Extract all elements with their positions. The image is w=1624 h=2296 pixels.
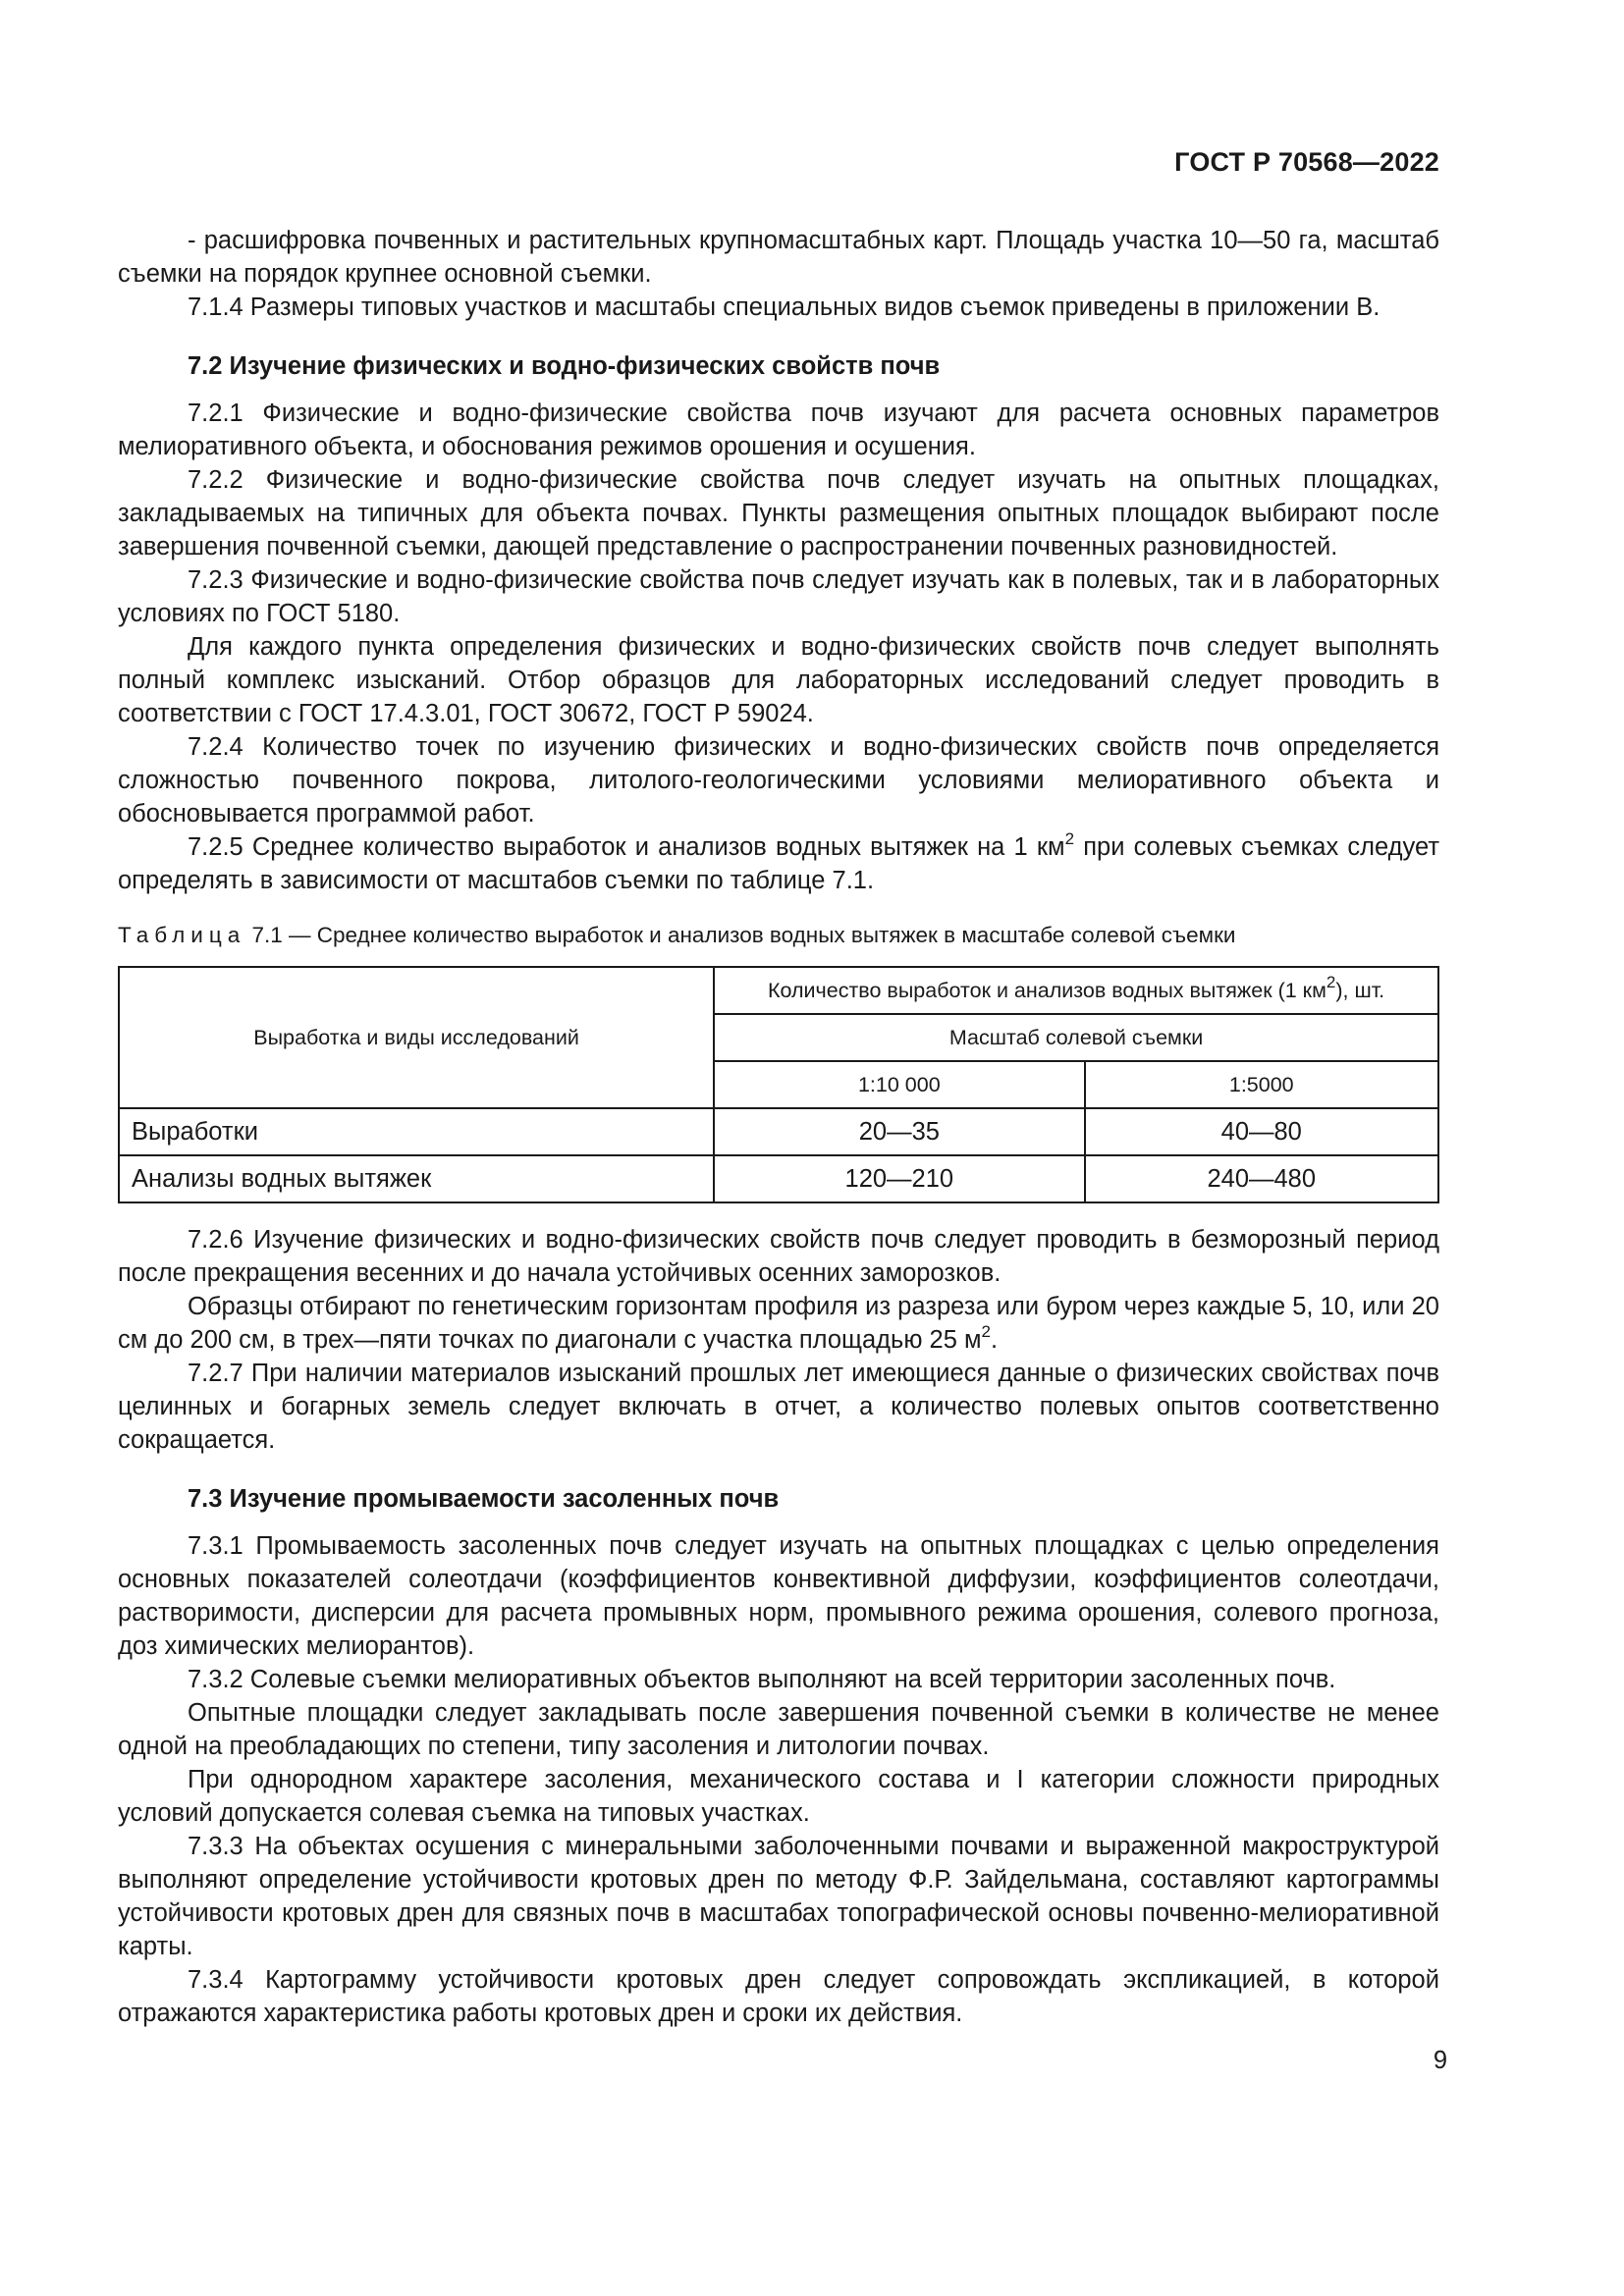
main-header-superscript: 2 [1326,972,1336,991]
table-row [119,1155,1438,1202]
table-7-1 [118,966,1439,1203]
table-row-header-cell: Выработка и виды исследований [119,967,714,1108]
table-cell: 240—480 [1085,1155,1438,1202]
paragraph-7-3-1: 7.3.1 Промываемость засоленных почв следует изучать на опытных площадках с целью определения основных показателей солеотдачи (коэффициентов конвективной диффузии, коэффициентов солеотдачи, растворимости, дисперсии для расчета промывных норм, промывного режима орошения, солевого прогноза, доз химических мелиорантов). [118,1532,1439,1660]
table-scale-1: 1:10 000 [714,1061,1084,1108]
paragraph-7-2-1: 7.2.1 Физические и водно-физические свойства почв изучают для расчета основных параметров мелиоративного объекта, и обоснования режимов орошения и осушения. [118,400,1439,460]
paragraph-test-plots: Опытные площадки следует закладывать после завершения почвенной съемки в количестве не менее одной на преобладающих по степени, типу засоления и литологии почвах. [118,1699,1439,1760]
paragraph-7-2-2: 7.2.2 Физические и водно-физические свойства почв следует изучать на опытных площадках, закладываемых на типичных для объекта почвах. Пункты размещения опытных площадок выбирают после завершения почвенной съемки, дающей представление о распространении почвенных разновидностей. [118,466,1439,561]
paragraph-list-item: - расшифровка почвенных и растительных крупномасштабных карт. Площадь участка 10—50 га, масштаб съемки на порядок крупнее основной съемки. [118,227,1439,288]
paragraph-uniform-salinity: При однородном характере засоления, механического состава и I категории сложности природных условий допускается солевая съемка на типовых участках. [118,1766,1439,1827]
main-header-text-before: Количество выработок и анализов водных вытяжек (1 км [767,979,1326,1002]
p725-superscript: 2 [1064,828,1075,848]
samples-superscript: 2 [981,1321,991,1341]
section-heading-7-3: 7.3 Изучение промываемости засоленных почв [188,1485,780,1513]
paragraph-7-2-3: 7.2.3 Физические и водно-физические свойства почв следует изучать как в полевых, так и в лабораторных условиях по ГОСТ 5180. [118,566,1439,627]
samples-text-before: Образцы отбирают по генетическим горизонтам профиля из разреза или буром через каждые 5, 10, или 20 см до 200 см, в трех—пяти точках по диагонали с участка площадью 25 м [118,1293,1439,1354]
paragraph-7-2-7: 7.2.7 При наличии материалов изысканий прошлых лет имеющиеся данные о физических свойствах почв целинных и богарных земель следует включать в отчет, а количество полевых опытов соответственно сокращается. [118,1360,1439,1454]
table-caption [118,919,1439,952]
page-number: 9 [1433,2047,1447,2074]
table-cell: 40—80 [1085,1108,1438,1155]
table-row-label: Анализы водных вытяжек [119,1155,714,1202]
table-main-column-header [714,967,1438,1014]
section-heading-7-2: 7.2 Изучение физических и водно-физических свойств почв [188,352,941,380]
table-scale-header: Масштаб солевой съемки [714,1014,1438,1061]
table-caption-text: 7.1 — Среднее количество выработок и анализов водных вытяжек в масштабе солевой съемки [245,923,1236,947]
samples-text-after: . [991,1326,999,1354]
table-cell: 120—210 [714,1155,1084,1202]
table-scale-2: 1:5000 [1085,1061,1438,1108]
table-row-label: Выработки [119,1108,714,1155]
table-header-row [119,967,1438,1014]
paragraph-7-3-3: 7.3.3 На объектах осушения с минеральными заболоченными почвами и выраженной макроструктурой выполняют определение устойчивости кротовых дрен по методу Ф.Р. Зайдельмана, составляют картограммы устойчивости кротовых дрен для связных почв в масштабах топографической основы почвенно-мелиоративной карты. [118,1833,1439,1960]
table-row [119,1108,1438,1155]
page-content [118,224,1439,2030]
paragraph-7-2-4: 7.2.4 Количество точек по изучению физических и водно-физических свойств почв определяется сложностью почвенного покрова, литолого-геологическими условиями мелиоративного объекта и обосновывается программой работ. [118,733,1439,828]
paragraph-7-2-6: 7.2.6 Изучение физических и водно-физических свойств почв следует проводить в безморозный период после прекращения весенних и до начала устойчивых осенних заморозков. [118,1226,1439,1287]
paragraph-7-1-4: 7.1.4 Размеры типовых участков и масштабы специальных видов съемок приведены в приложении В. [188,294,1380,321]
paragraph-7-3-4: 7.3.4 Картограмму устойчивости кротовых дрен следует сопровождать экспликацией, в которой отражаются характеристика работы кротовых дрен и сроки их действия. [118,1966,1439,2027]
paragraph-samples [118,1290,1439,1357]
table-caption-label: Таблица [118,923,246,947]
table-cell: 20—35 [714,1108,1084,1155]
paragraph-7-3-2: 7.3.2 Солевые съемки мелиоративных объектов выполняют на всей территории засоленных почв. [188,1666,1336,1693]
p725-text-after: при солевых съемках следует определять в зависимости от масштабов съемки по таблице 7.1. [118,833,1439,894]
p725-text-before: 7.2.5 Среднее количество выработок и анализов водных вытяжек на 1 км [188,833,1065,861]
main-header-text-after: ), шт. [1335,979,1385,1002]
paragraph-7-2-5 [118,830,1439,897]
paragraph-complex: Для каждого пункта определения физических и водно-физических свойств почв следует выполнять полный комплекс изысканий. Отбор образцов для лабораторных исследований следует проводить в соответствии с ГОСТ 17.4.3.01, ГОСТ 30672, ГОСТ Р 59024. [118,633,1439,727]
document-code: ГОСТ Р 70568—2022 [1174,147,1439,177]
